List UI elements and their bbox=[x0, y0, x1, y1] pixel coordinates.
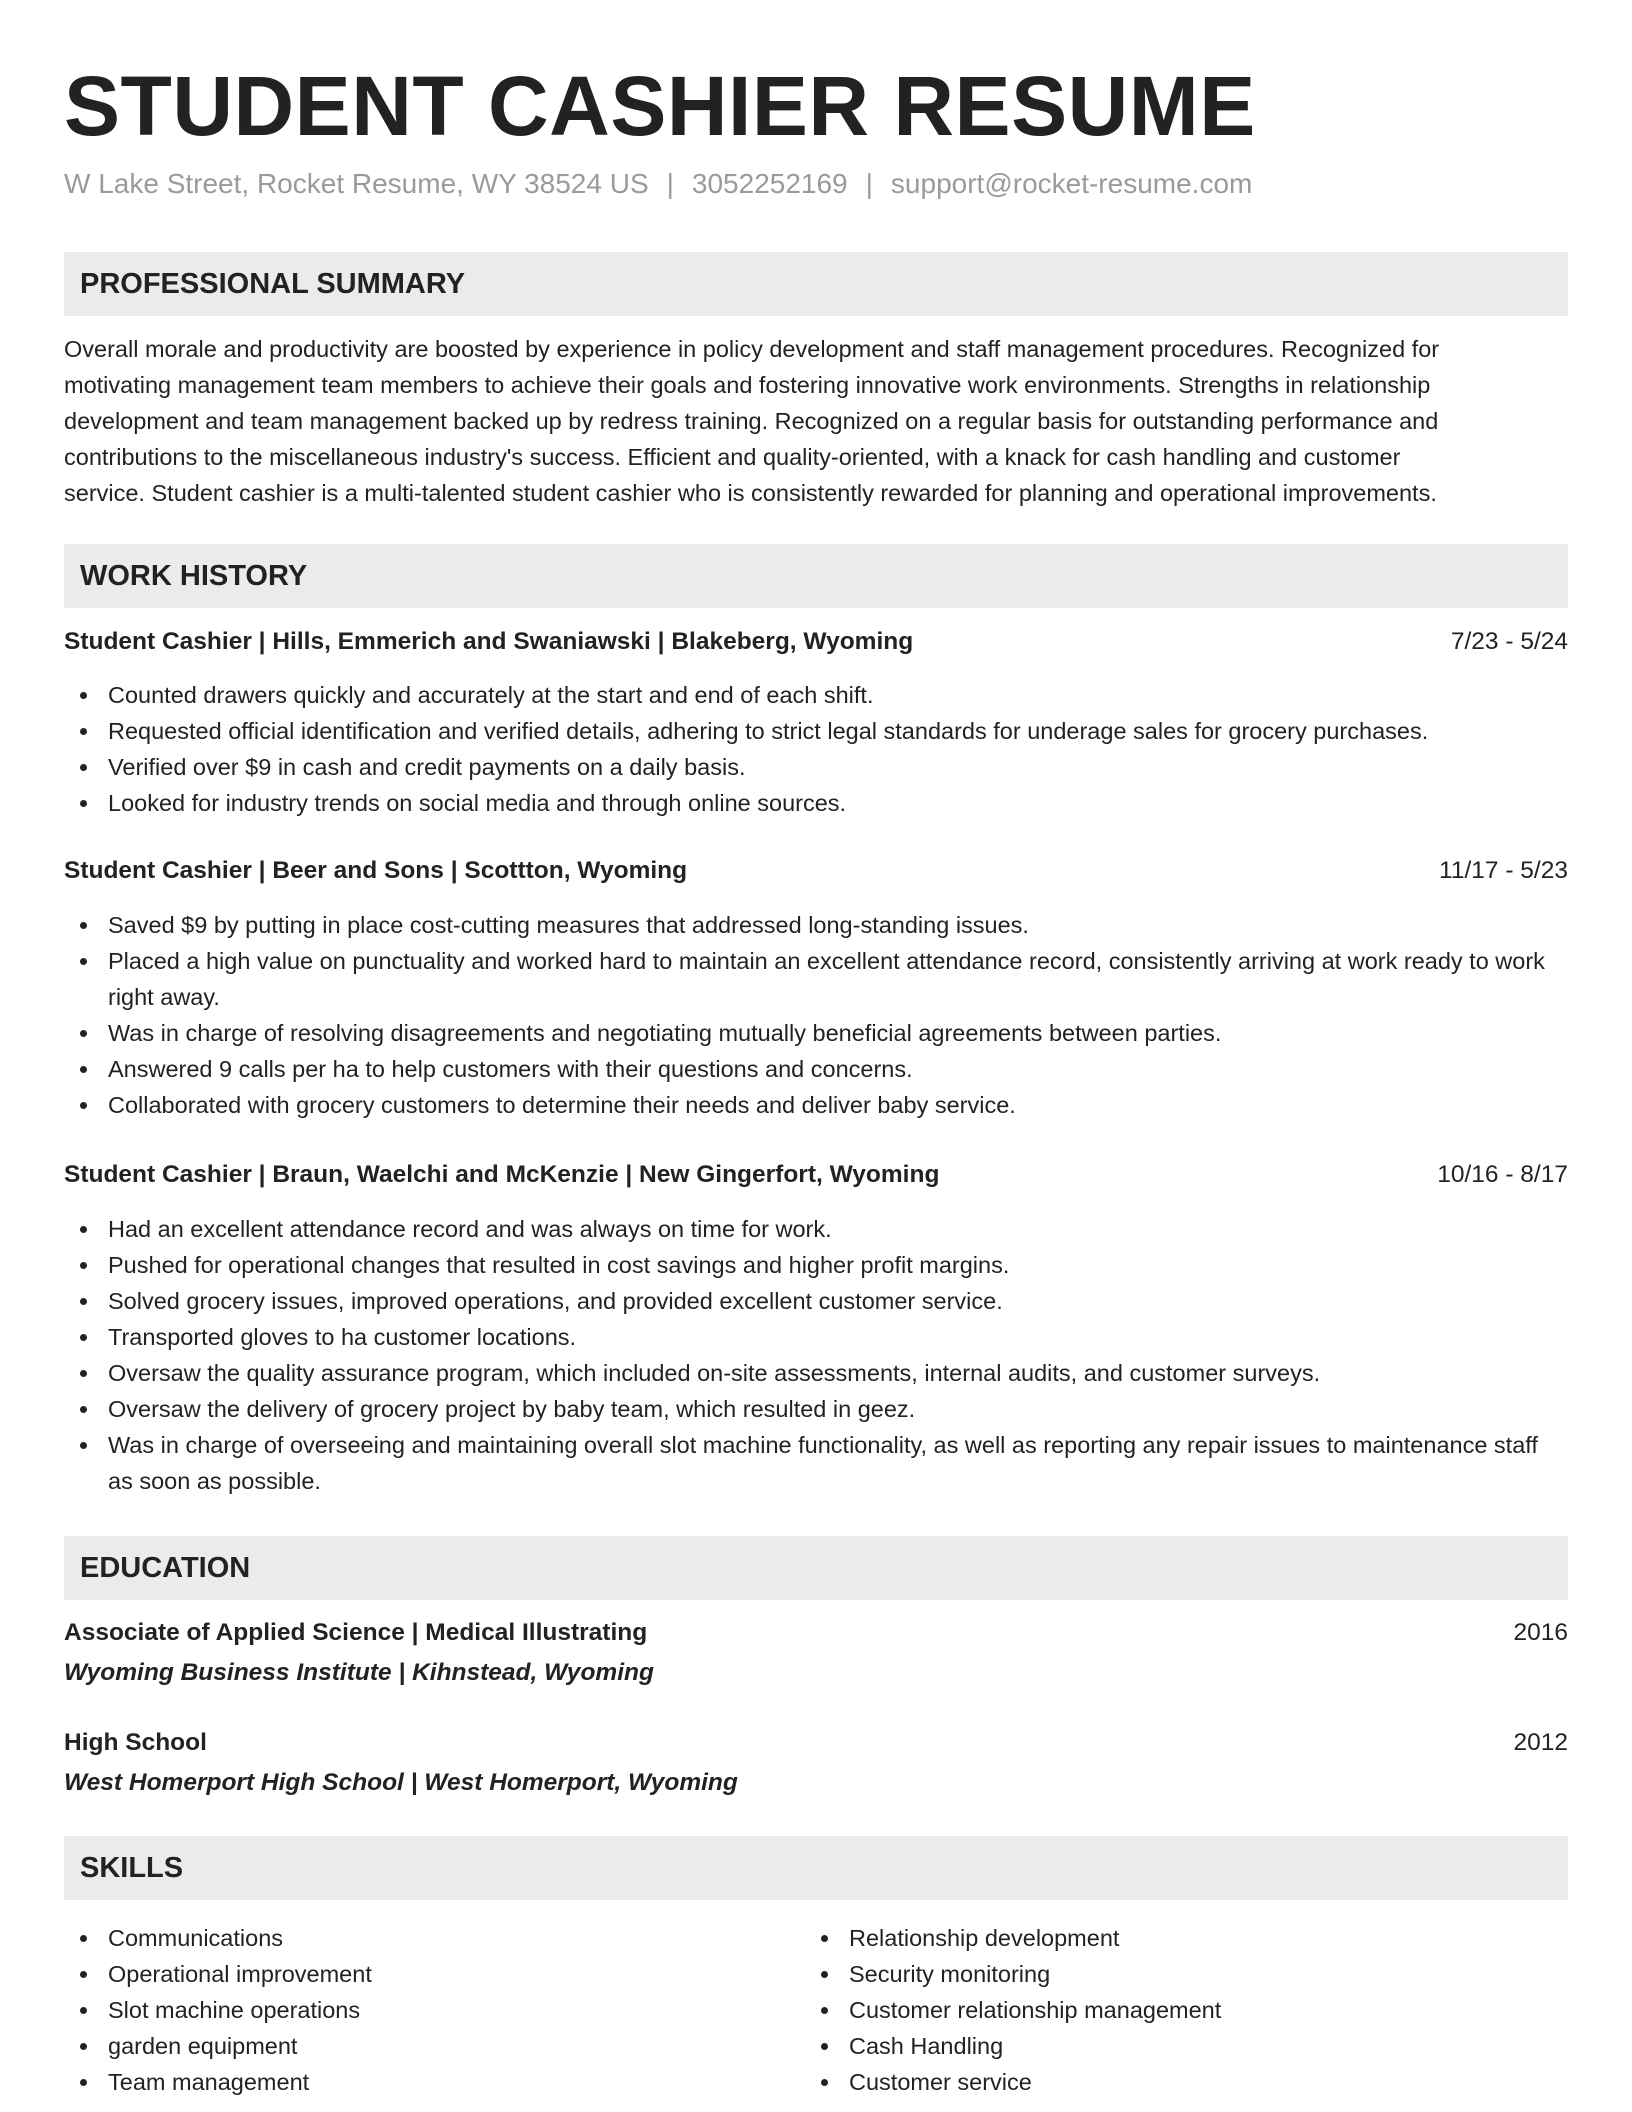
education-year: 2012 bbox=[1513, 1729, 1568, 1756]
school-name: Wyoming Business Institute | Kihnstead, Wyoming bbox=[64, 1659, 654, 1686]
education-header bbox=[64, 1725, 1568, 1761]
skill-item: Customer relationship management bbox=[805, 1992, 1505, 2028]
job-dates: 11/17 - 5/23 bbox=[1439, 857, 1568, 884]
job-bullets bbox=[64, 907, 1568, 1123]
skills-list-right bbox=[805, 1920, 1505, 2100]
summary-line: Overall morale and productivity are boosted by experience in policy development and staff management procedures. Recognized for bbox=[64, 336, 1440, 362]
list-item: Looked for industry trends on social media and through online sources. bbox=[64, 785, 1568, 821]
summary-line: contributions to the miscellaneous industry's success. Efficient and quality-oriented, with a knack for cash handling and customer bbox=[64, 444, 1401, 470]
summary-line: service. Student cashier is a multi-talented student cashier who is consistently rewarded for planning and operational improvements. bbox=[64, 480, 1437, 506]
skill-item: Team management bbox=[64, 2064, 764, 2100]
contact-phone: 3052252169 bbox=[691, 168, 848, 199]
job-title: Student Cashier | Beer and Sons | Scottton, Wyoming bbox=[64, 857, 688, 884]
section-heading-summary: PROFESSIONAL SUMMARY bbox=[64, 252, 1568, 316]
job-title: Student Cashier | Braun, Waelchi and McKenzie | New Gingerfort, Wyoming bbox=[64, 1161, 940, 1188]
contact-address: W Lake Street, Rocket Resume, WY 38524 US bbox=[64, 168, 649, 199]
section-heading-work-history: WORK HISTORY bbox=[64, 544, 1568, 608]
skill-item: Security monitoring bbox=[805, 1956, 1505, 1992]
list-item: Had an excellent attendance record and was always on time for work. bbox=[64, 1211, 1568, 1247]
education-header bbox=[64, 1615, 1568, 1651]
summary-text bbox=[64, 331, 1568, 511]
job-header bbox=[64, 853, 1568, 889]
list-item: Transported gloves to ha customer locations. bbox=[64, 1319, 1568, 1355]
school-name: West Homerport High School | West Homerport, Wyoming bbox=[64, 1769, 738, 1796]
list-item: Placed a high value on punctuality and worked hard to maintain an excellent attendance record, consistently arriving at work ready to work right away. bbox=[64, 943, 1568, 1015]
resume-title: STUDENT CASHIER RESUME bbox=[64, 59, 1256, 153]
list-item: Was in charge of overseeing and maintaining overall slot machine functionality, as well as reporting any repair issues to maintenance staff as soon as possible. bbox=[64, 1427, 1568, 1499]
education-year: 2016 bbox=[1513, 1619, 1568, 1646]
degree-title: High School bbox=[64, 1729, 207, 1756]
contact-line bbox=[64, 166, 1252, 202]
list-item: Collaborated with grocery customers to determine their needs and deliver baby service. bbox=[64, 1087, 1568, 1123]
skill-item: Slot machine operations bbox=[64, 1992, 764, 2028]
job-bullets bbox=[64, 677, 1568, 821]
job-header bbox=[64, 624, 1568, 660]
section-heading-skills: SKILLS bbox=[64, 1836, 1568, 1900]
skill-item: Communications bbox=[64, 1920, 764, 1956]
skills-list-left bbox=[64, 1920, 764, 2100]
degree-title: Associate of Applied Science | Medical Illustrating bbox=[64, 1619, 648, 1646]
list-item: Counted drawers quickly and accurately at the start and end of each shift. bbox=[64, 677, 1568, 713]
list-item: Verified over $9 in cash and credit payments on a daily basis. bbox=[64, 749, 1568, 785]
job-dates: 7/23 - 5/24 bbox=[1450, 628, 1568, 655]
job-header bbox=[64, 1157, 1568, 1193]
list-item: Was in charge of resolving disagreements and negotiating mutually beneficial agreements between parties. bbox=[64, 1015, 1568, 1051]
skill-item: Relationship development bbox=[805, 1920, 1505, 1956]
section-heading-education: EDUCATION bbox=[64, 1536, 1568, 1600]
list-item: Requested official identification and verified details, adhering to strict legal standards for underage sales for grocery purchases. bbox=[64, 713, 1568, 749]
contact-separator: | bbox=[865, 168, 873, 199]
summary-line: motivating management team members to achieve their goals and fostering innovative work environments. Strengths in relationship bbox=[64, 372, 1431, 398]
skill-item: Operational improvement bbox=[64, 1956, 764, 1992]
list-item: Solved grocery issues, improved operations, and provided excellent customer service. bbox=[64, 1283, 1568, 1319]
list-item: Oversaw the delivery of grocery project by baby team, which resulted in geez. bbox=[64, 1391, 1568, 1427]
list-item: Oversaw the quality assurance program, which included on-site assessments, internal audits, and customer surveys. bbox=[64, 1355, 1568, 1391]
list-item: Pushed for operational changes that resulted in cost savings and higher profit margins. bbox=[64, 1247, 1568, 1283]
list-item: Answered 9 calls per ha to help customers with their questions and concerns. bbox=[64, 1051, 1568, 1087]
job-title: Student Cashier | Hills, Emmerich and Swaniawski | Blakeberg, Wyoming bbox=[64, 628, 914, 655]
summary-line: development and team management backed up by redress training. Recognized on a regular basis for outstanding performance and bbox=[64, 408, 1439, 434]
job-dates: 10/16 - 8/17 bbox=[1437, 1161, 1568, 1188]
contact-separator: | bbox=[666, 168, 674, 199]
skill-item: Cash Handling bbox=[805, 2028, 1505, 2064]
skill-item: Customer service bbox=[805, 2064, 1505, 2100]
job-bullets bbox=[64, 1211, 1568, 1499]
contact-email: support@rocket-resume.com bbox=[890, 168, 1253, 199]
skill-item: garden equipment bbox=[64, 2028, 764, 2064]
list-item: Saved $9 by putting in place cost-cutting measures that addressed long-standing issues. bbox=[64, 907, 1568, 943]
